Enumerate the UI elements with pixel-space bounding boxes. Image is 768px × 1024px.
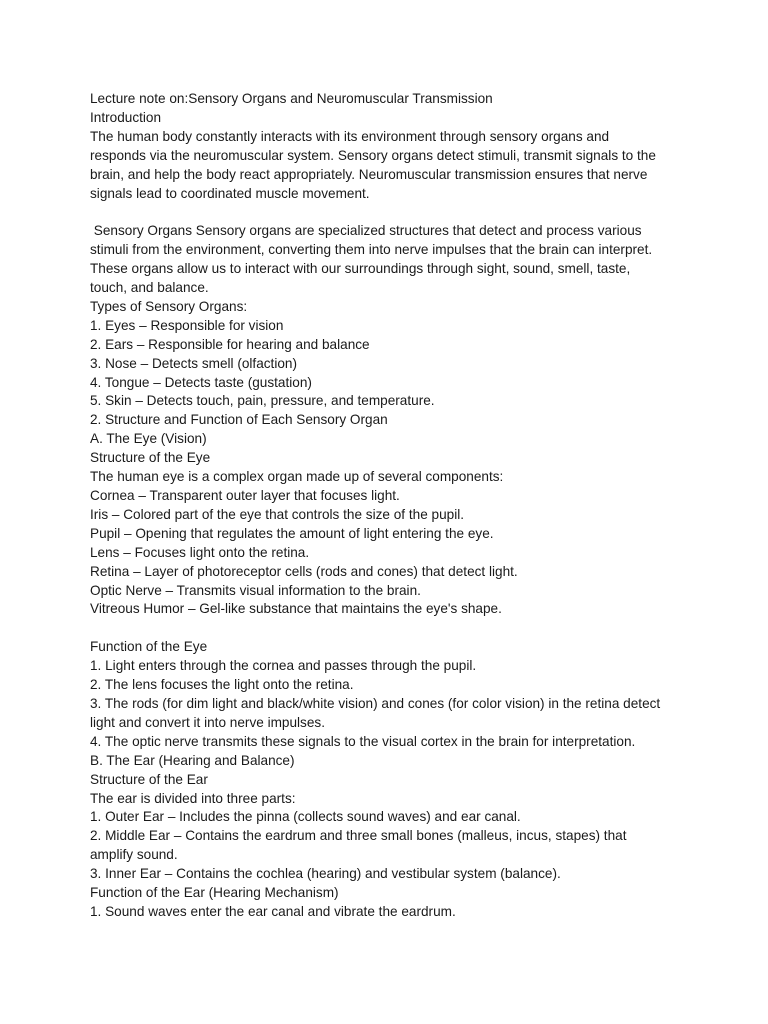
eye-structure-heading: Structure of the Eye [90, 450, 211, 466]
ear-structure-intro: The ear is divided into three parts: [90, 790, 296, 806]
eye-structure-intro: The human eye is a complex organ made up of several components: [90, 469, 504, 485]
intro-line: signals lead to coordinated muscle movement. [90, 185, 370, 201]
intro-heading: Introduction [90, 109, 162, 125]
list-item: 1. Outer Ear – Includes the pinna (collects sound waves) and ear canal. [90, 809, 521, 825]
list-item: Retina – Layer of photoreceptor cells (rods and cones) that detect light. [90, 563, 518, 579]
list-item: Pupil – Opening that regulates the amount of light entering the eye. [90, 525, 494, 541]
sensory-line: touch, and balance. [90, 280, 209, 296]
intro-line: responds via the neuromuscular system. Sensory organs detect stimuli, transmit signals to the [90, 147, 656, 163]
list-item: Vitreous Humor – Gel-like substance that maintains the eye's shape. [90, 601, 502, 617]
list-item: 1. Light enters through the cornea and passes through the pupil. [90, 658, 477, 674]
list-item: amplify sound. [90, 847, 178, 863]
list-item: 3. Nose – Detects smell (olfaction) [90, 355, 298, 371]
list-item: 4. The optic nerve transmits these signals to the visual cortex in the brain for interpretation. [90, 733, 636, 749]
types-heading: Types of Sensory Organs: [90, 298, 248, 314]
sensory-line: stimuli from the environment, converting them into nerve impulses that the brain can interpret. [90, 242, 653, 258]
list-item: 2. Middle Ear – Contains the eardrum and three small bones (malleus, incus, stapes) that [90, 828, 627, 844]
list-item: Iris – Colored part of the eye that controls the size of the pupil. [90, 506, 465, 522]
list-item: 3. The rods (for dim light and black/white vision) and cones (for color vision) in the retina detect [90, 695, 661, 711]
list-item: Optic Nerve – Transmits visual information to the brain. [90, 582, 421, 598]
list-item: light and convert it into nerve impulses. [90, 714, 325, 730]
ear-structure-heading: Structure of the Ear [90, 771, 208, 787]
list-item: 2. The lens focuses the light onto the retina. [90, 677, 354, 693]
intro-line: The human body constantly interacts with its environment through sensory organs and [90, 128, 610, 144]
document-page [90, 90, 690, 922]
eye-heading: A. The Eye (Vision) [90, 431, 207, 447]
eye-function-list [90, 657, 690, 752]
paragraph-spacer [90, 203, 690, 222]
section2-heading: 2. Structure and Function of Each Sensory Organ [90, 412, 388, 428]
intro-line: brain, and help the body react appropriately. Neuromuscular transmission ensures that nerve [90, 166, 648, 182]
list-item: Lens – Focuses light onto the retina. [90, 544, 310, 560]
sensory-line: These organs allow us to interact with our surroundings through sight, sound, smell, taste, [90, 261, 631, 277]
eye-function-heading: Function of the Eye [90, 639, 208, 655]
list-item: 4. Tongue – Detects taste (gustation) [90, 374, 312, 390]
ear-heading: B. The Ear (Hearing and Balance) [90, 752, 295, 768]
list-item: 5. Skin – Detects touch, pain, pressure, and temperature. [90, 393, 435, 409]
sensory-line: Sensory Organs Sensory organs are specialized structures that detect and process various [90, 223, 642, 239]
paragraph-spacer [90, 619, 690, 638]
list-item: 3. Inner Ear – Contains the cochlea (hearing) and vestibular system (balance). [90, 866, 561, 882]
list-item: Cornea – Transparent outer layer that focuses light. [90, 488, 400, 504]
list-item: 1. Sound waves enter the ear canal and vibrate the eardrum. [90, 903, 456, 919]
document-title: Lecture note on:Sensory Organs and Neuromuscular Transmission [90, 91, 493, 106]
list-item: 2. Ears – Responsible for hearing and balance [90, 336, 370, 352]
types-list [90, 317, 690, 412]
sensory-organs-paragraph [90, 222, 690, 298]
list-item: 1. Eyes – Responsible for vision [90, 317, 284, 333]
ear-function-list [90, 903, 690, 922]
eye-parts-list [90, 487, 690, 619]
ear-function-heading: Function of the Ear (Hearing Mechanism) [90, 885, 339, 901]
intro-paragraph [90, 128, 690, 204]
ear-parts-list [90, 808, 690, 884]
